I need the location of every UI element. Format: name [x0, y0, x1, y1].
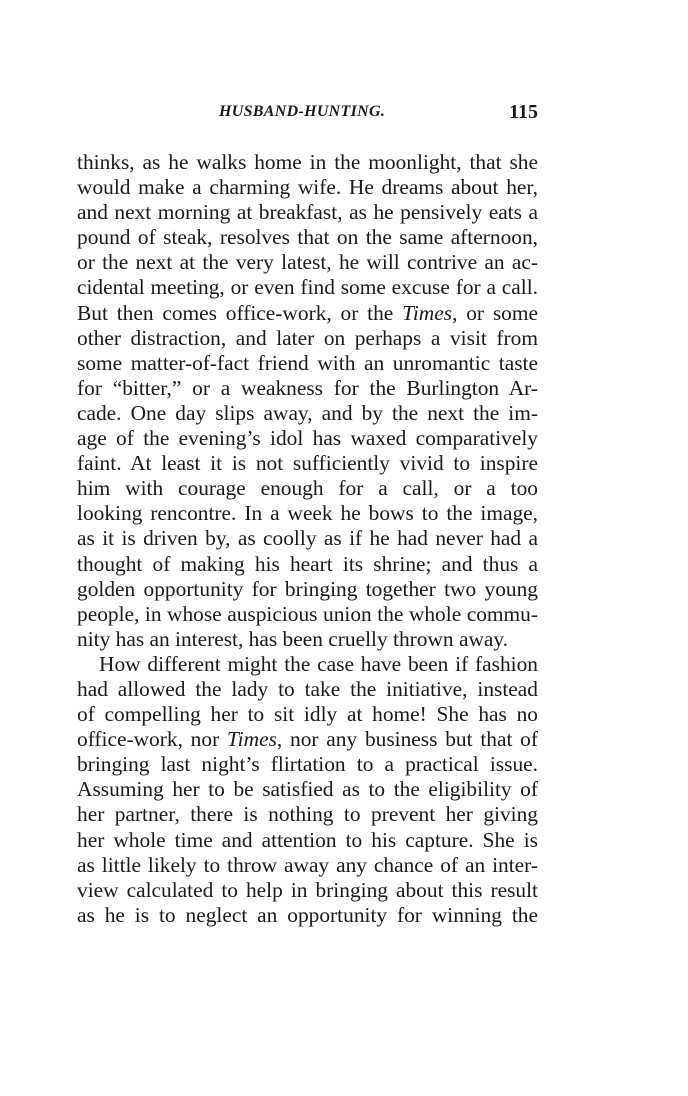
text-line: as little likely to throw away any chance of an inter- [77, 852, 538, 877]
text-line: her whole time and attention to his capture. She is [77, 827, 538, 852]
text-line: age of the evening’s idol has waxed comparatively [77, 426, 538, 451]
text-line: cade. One day slips away, and by the next the im- [77, 400, 538, 425]
running-title: HUSBAND-HUNTING. [219, 103, 386, 120]
italic-title: Times [402, 300, 453, 325]
text-line: looking rencontre. In a week he bows to the image, [77, 501, 538, 526]
text-line: view calculated to help in bringing about this result [77, 877, 538, 902]
paragraph-first-line: How different might the case have been if fashion [99, 651, 538, 676]
text-line: would make a charming wife. He dreams about her, [77, 175, 538, 200]
text-line: pound of steak, resolves that on the same afternoon, [77, 225, 538, 250]
text-line: nity has an interest, has been cruelly thrown away. [77, 626, 509, 651]
text-line [77, 727, 538, 752]
page-number: 115 [509, 101, 538, 123]
text-line: Assuming her to be satisfied as to the eligibility of [77, 777, 538, 802]
text-line: faint. At least it is not sufficiently vivid to inspire [77, 451, 538, 476]
text-line: cidental meeting, or even find some excuse for a call. [77, 275, 538, 300]
text-line: people, in whose auspicious union the whole commu- [77, 601, 538, 626]
text-run: , nor any business but that of [276, 727, 538, 752]
text-line: for “bitter,” or a weakness for the Burlington Ar- [77, 375, 538, 400]
text-line: thought of making his heart its shrine; and thus a [77, 551, 538, 576]
text-line: had allowed the lady to take the initiative, instead [77, 676, 538, 701]
text-run: office-work, nor [77, 727, 227, 752]
text-line: or the next at the very latest, he will contrive an ac- [77, 250, 538, 275]
text-line: some matter-of-fact friend with an unromantic taste [77, 350, 538, 375]
text-line: of compelling her to sit idly at home! She has no [77, 702, 538, 727]
text-line: and next morning at breakfast, as he pensively eats a [77, 200, 538, 225]
text-line: thinks, as he walks home in the moonlight, that she [77, 150, 538, 174]
text-line: as he is to neglect an opportunity for winning the [77, 902, 538, 927]
text-line: other distraction, and later on perhaps a visit from [77, 325, 538, 350]
text-line: bringing last night’s flirtation to a practical issue. [77, 752, 538, 777]
body-text [77, 150, 538, 928]
text-line: golden opportunity for bringing together two young [77, 576, 538, 601]
running-head [76, 103, 538, 129]
text-line: her partner, there is nothing to prevent her giving [77, 802, 538, 827]
text-run: , or some [452, 300, 538, 325]
italic-title: Times [226, 727, 277, 752]
text-line: as it is driven by, as coolly as if he had never had a [77, 526, 538, 551]
text-line [77, 301, 538, 326]
text-line: him with courage enough for a call, or a too [77, 476, 538, 501]
text-run: But then comes office-work, or the [77, 300, 403, 325]
